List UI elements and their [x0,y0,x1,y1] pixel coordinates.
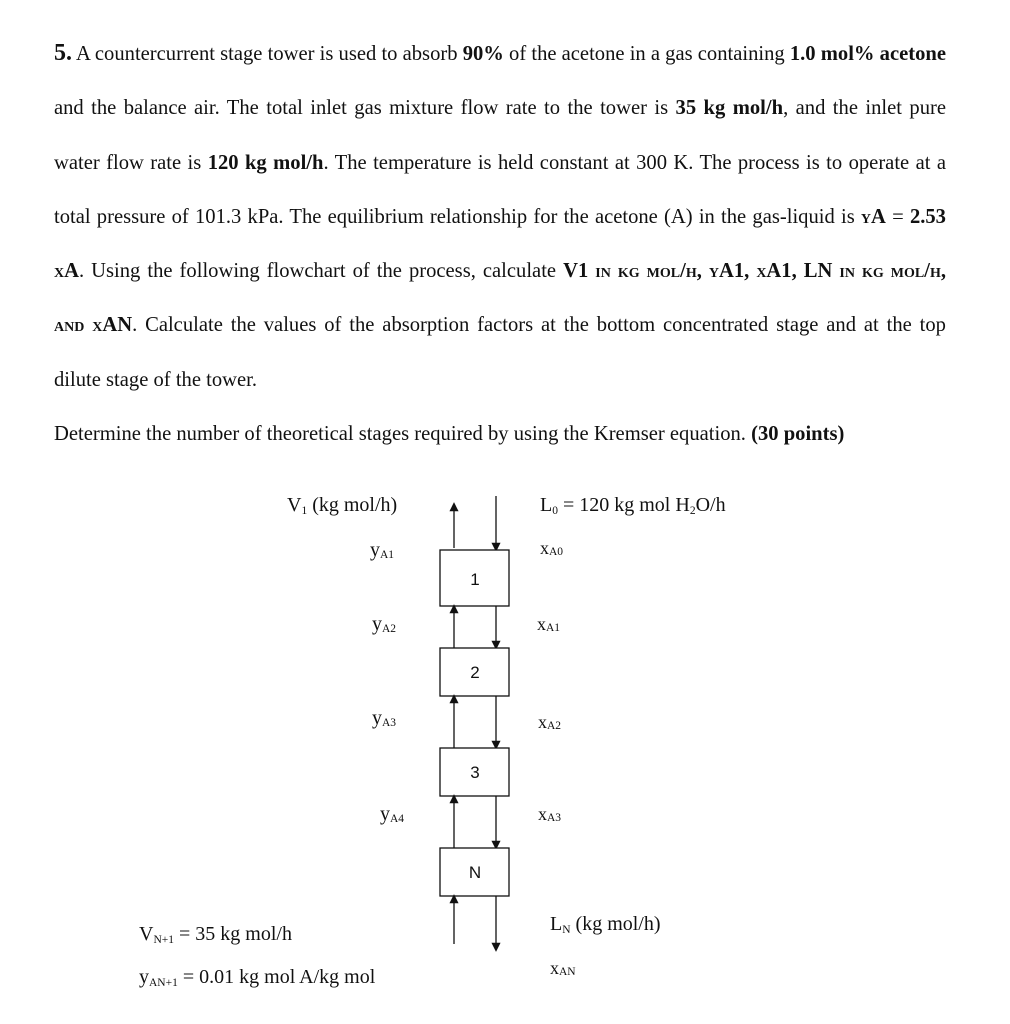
y-label-a4: yA4 [380,803,405,825]
vn1-label: VN+1 = 35 kg mol/h [139,923,292,946]
x-label-a2: xA2 [538,712,562,732]
text-segment: of the acetone in a gas containing [503,43,790,65]
bold-segment: 35 kg mol/h [675,97,784,120]
problem-number: 5. [54,40,72,66]
bold-segment: 2.53 [909,205,946,228]
bold-segment: 120 kg mol/h [207,151,324,174]
stage-label-3: 3 [470,763,480,782]
bold-segment: 1.0 mol% acetone [789,43,947,65]
bold-segment: xA [54,260,79,283]
stage-label-2: 2 [470,663,480,682]
bold-segment: yA [860,205,886,228]
stage-label-N: N [468,863,482,882]
text-segment: = [885,205,910,228]
stage-label-1: 1 [470,570,480,589]
text-segment: and the balance air. The total inlet gas mixture flow rate to the tower is [54,97,676,120]
text-segment: , and the inlet pure water flow rate is [54,97,946,174]
text-segment: A countercurrent stage tower is used to absorb [72,43,463,65]
ln-label: LN (kg mol/h) [550,913,661,936]
bold-segment: (30 points) [751,423,845,446]
bold-segment: V1 in kg mol/h, yA1, xA1, LN in kg mol/h, and xAN [54,260,946,337]
bold-segment: 90% [462,43,504,65]
yan1-label: yAN+1 = 0.01 kg mol A/kg mol [139,966,376,989]
text-segment: . The temperature is held constant at 300 K. The process is to operate at a total pressure of 101.3 kPa. The equilibrium relationship for the acetone (A) in the gas-liquid is [54,151,946,228]
text-segment: . Using the following flowchart of the process, calculate [78,260,564,283]
v1-label: V1 (kg mol/h) [287,494,398,517]
xan-label: xAN [550,958,576,978]
text-segment: . Calculate the values of the absorption factors at the bottom concentrated stage and at the top dilute stage of the tower. [54,314,946,391]
text-segment: Determine the number of theoretical stages required by using the Kremser equation. [54,423,752,446]
x-label-a3: xA3 [538,804,562,824]
y-label-a2: yA2 [372,613,397,635]
x-label-a0: xA0 [540,538,564,558]
x-label-a1: xA1 [537,614,561,634]
l0-label: L0 = 120 kg mol H2O/h [540,494,726,517]
y-label-a3: yA3 [372,707,397,729]
y-label-a1: yA1 [370,539,395,561]
